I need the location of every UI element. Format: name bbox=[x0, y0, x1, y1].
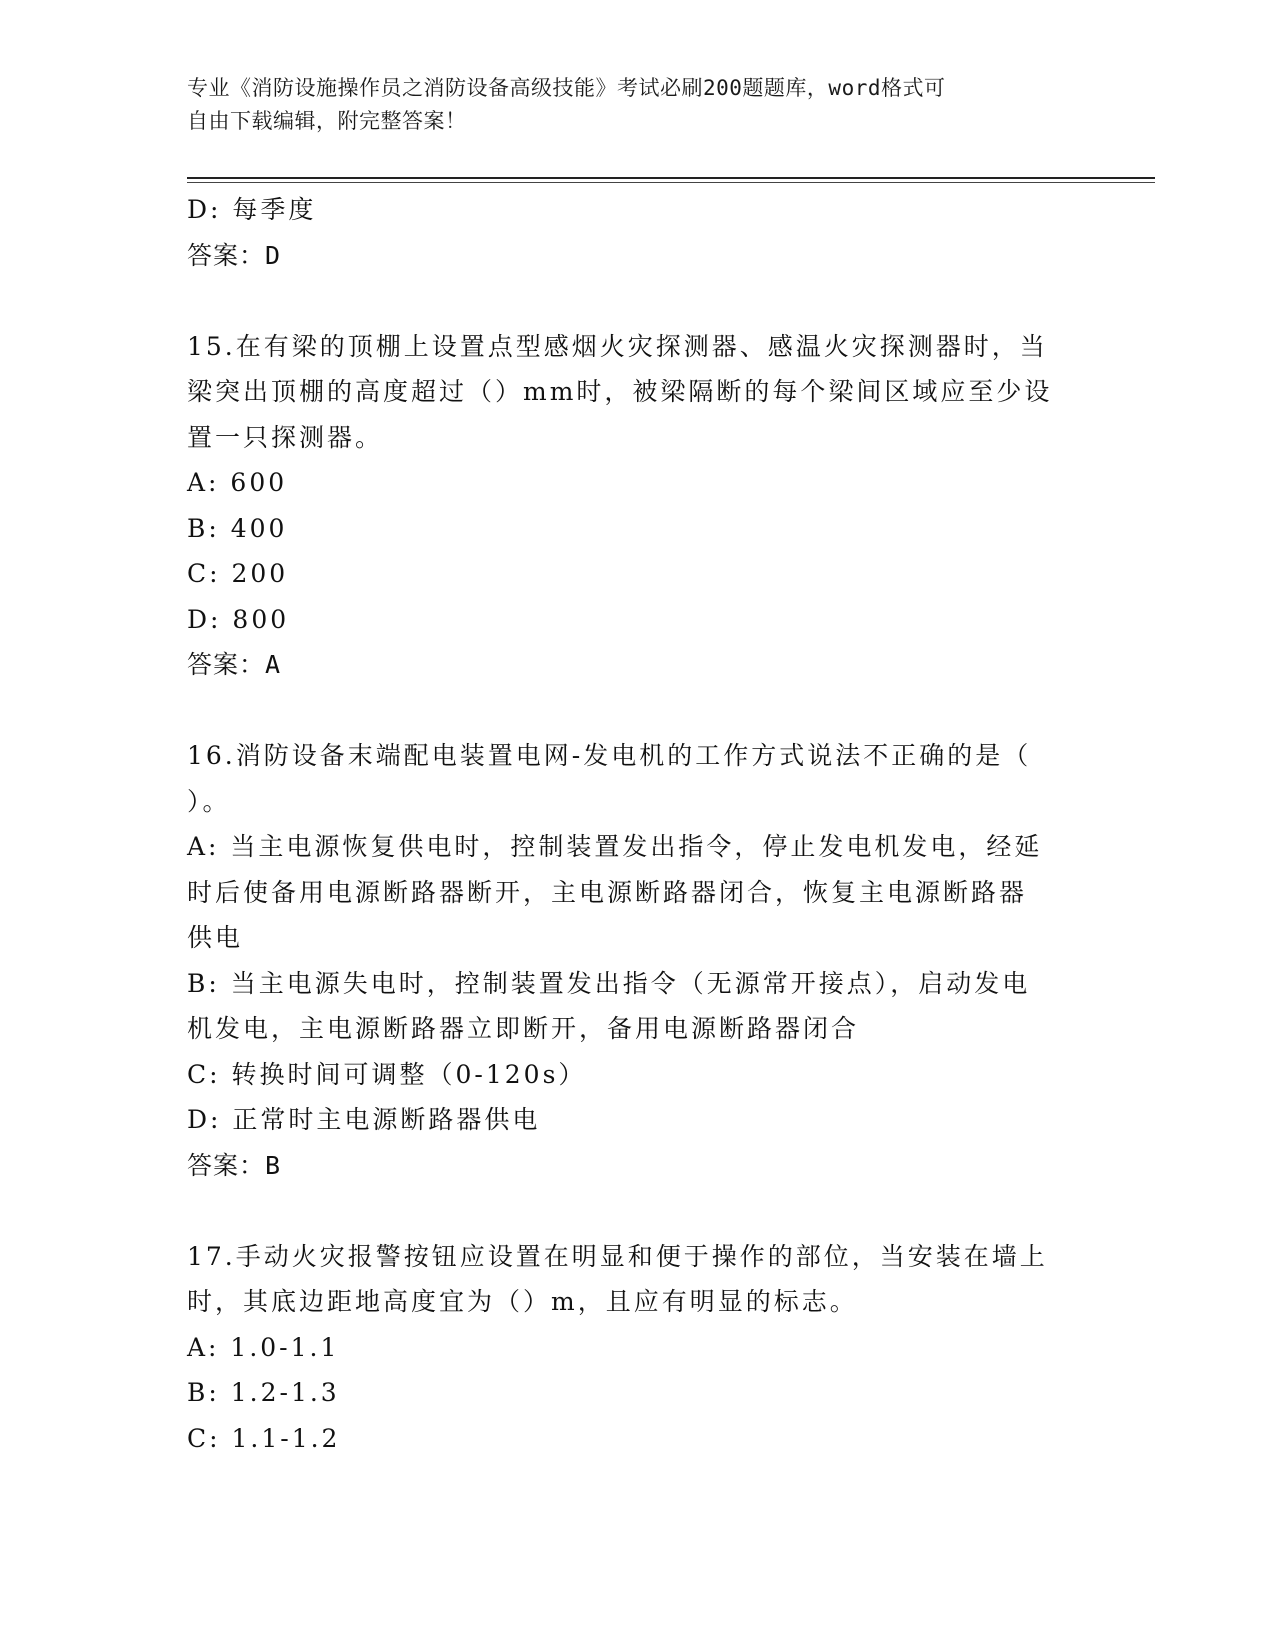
question-17 bbox=[187, 1234, 1087, 1462]
question-16-stem-line-1: 16.消防设备末端配电装置电网-发电机的工作方式说法不正确的是（ bbox=[187, 741, 1032, 770]
question-14-option-d: D: 每季度 bbox=[187, 195, 317, 224]
header-divider-thick bbox=[187, 177, 1155, 179]
header-title-line-2: 自由下载编辑，附完整答案！ bbox=[187, 109, 467, 133]
question-15-option-c: C: 200 bbox=[187, 559, 289, 588]
question-17-stem-line-1: 17.手动火灾报警按钮应设置在明显和便于操作的部位，当安装在墙上 bbox=[187, 1241, 1048, 1271]
question-15-stem-line-2: 梁突出顶棚的高度超过（）mm时，被梁隔断的每个梁间区域应至少设 bbox=[187, 377, 1053, 406]
question-16-option-b-line-1: B: 当主电源失电时，控制装置发出指令（无源常开接点），启动发电 bbox=[187, 968, 1031, 998]
question-14-tail bbox=[187, 187, 1087, 278]
question-14-answer: 答案：D bbox=[187, 240, 282, 270]
spacer bbox=[187, 1188, 1087, 1234]
question-15-answer: 答案：A bbox=[187, 650, 282, 679]
page-content bbox=[187, 187, 1087, 1461]
question-16-option-c: C: 转换时间可调整（0-120s） bbox=[187, 1059, 587, 1089]
question-16-option-a-line-1: A: 当主电源恢复供电时，控制装置发出指令，停止发电机发电，经延 bbox=[187, 832, 1043, 861]
spacer bbox=[187, 278, 1087, 324]
question-16-option-a-line-3: 供电 bbox=[187, 923, 244, 952]
question-15-option-a: A: 600 bbox=[187, 468, 288, 497]
header-divider-thin bbox=[187, 182, 1155, 183]
question-17-option-a: A: 1.0-1.1 bbox=[187, 1332, 340, 1362]
question-15-option-d: D: 800 bbox=[187, 604, 290, 634]
question-15-stem-line-3: 置一只探测器。 bbox=[187, 422, 384, 452]
question-16-answer: 答案：B bbox=[187, 1150, 282, 1180]
page-header bbox=[187, 72, 1067, 138]
question-15 bbox=[187, 324, 1087, 688]
question-16-stem-line-2: ）。 bbox=[187, 786, 231, 816]
question-17-option-b: B: 1.2-1.3 bbox=[187, 1378, 340, 1407]
question-16-option-b-line-2: 机发电，主电源断路器立即断开，备用电源断路器闭合 bbox=[187, 1014, 860, 1043]
question-15-option-b: B: 400 bbox=[187, 513, 288, 543]
question-15-stem-line-1: 15.在有梁的顶棚上设置点型感烟火灾探测器、感温火灾探测器时，当 bbox=[187, 331, 1048, 361]
question-17-stem-line-2: 时，其底边距地高度宜为（）m，且应有明显的标志。 bbox=[187, 1287, 858, 1316]
header-title-line-1: 专业《消防设施操作员之消防设备高级技能》考试必刷200题题库，word格式可 bbox=[187, 76, 946, 100]
question-16-option-a-line-2: 时后使备用电源断路器断开，主电源断路器闭合，恢复主电源断路器 bbox=[187, 877, 1028, 907]
question-17-option-c: C: 1.1-1.2 bbox=[187, 1423, 341, 1453]
question-16-option-d: D: 正常时主电源断路器供电 bbox=[187, 1105, 541, 1134]
spacer bbox=[187, 688, 1087, 734]
question-16 bbox=[187, 733, 1087, 1188]
